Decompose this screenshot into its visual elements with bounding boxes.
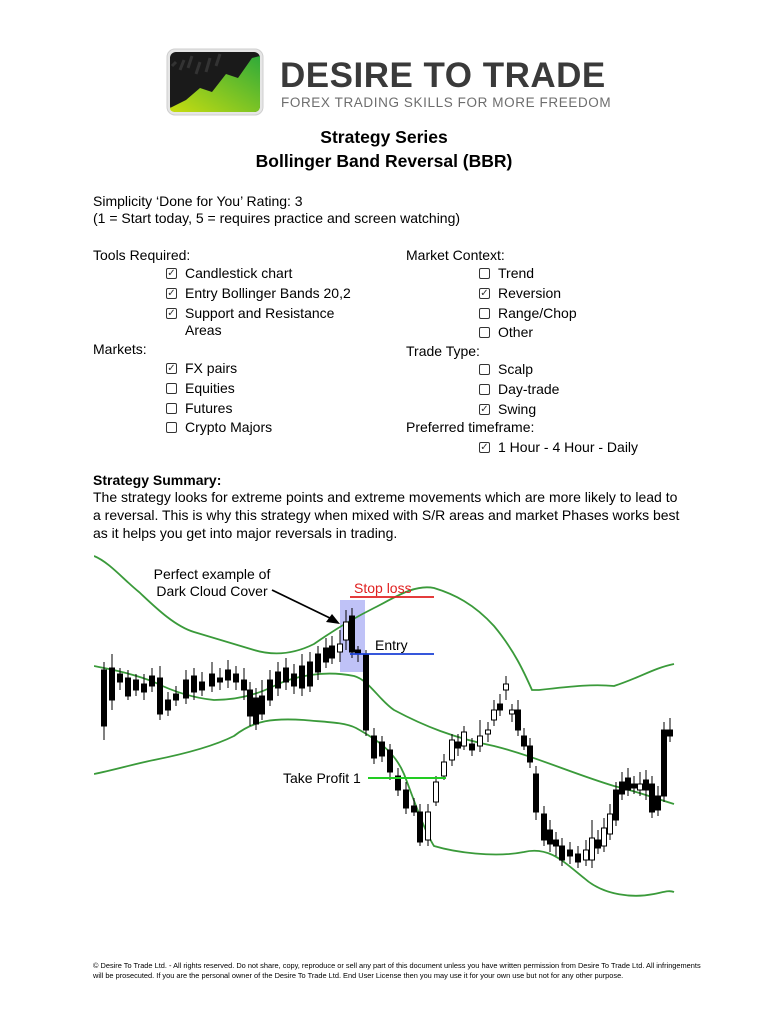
candle-body [150,676,155,686]
stop-loss-label: Stop loss [354,580,412,596]
candle-body [158,678,163,714]
candle-body [418,812,423,842]
annotation-text-1: Perfect example of [153,566,271,582]
candle-body [372,736,377,758]
candle-body [662,730,667,796]
candle-body [330,646,335,658]
candle-body [426,812,431,840]
context-option-label: Trend [498,265,535,281]
summary-text: The strategy looks for extreme points and extreme movements which are more likely to lead to a reversal. This is why this strategy when mixed with S/R areas and market Phases works best as it helps you get into major reversals in trading. [93,489,680,541]
empty-checkbox-icon[interactable] [479,268,490,279]
candle-body [470,744,475,750]
candle-body [510,710,515,714]
candle-body [542,814,547,840]
candle-body [364,654,369,730]
candle-body [626,778,631,790]
tool-label: Candlestick chart [185,265,293,281]
bollinger-chart [94,550,676,915]
candle-body [300,666,305,688]
checked-checkbox-icon[interactable]: ✓ [167,363,176,374]
context-option-label: Reversion [498,285,562,301]
candle-body [584,850,589,860]
empty-checkbox-icon[interactable] [166,422,177,433]
candle-body [184,680,189,698]
candle-body [528,746,533,762]
candle-body [284,668,289,682]
summary-heading: Strategy Summary: [93,472,222,488]
candle-body [412,806,417,812]
candle-body [142,684,147,692]
tool-label: Support and Resistance [185,305,335,321]
checked-checkbox-icon[interactable]: ✓ [480,404,489,415]
rating-scale: (1 = Start today, 5 = requires practice and screen watching) [93,210,461,226]
candle-body [644,780,649,790]
brand-tagline: FOREX TRADING SKILLS FOR MORE FREEDOM [281,95,612,110]
candle-body [602,828,607,846]
rising-chart-logo-icon [166,48,264,116]
middle-band [94,666,674,804]
context-option-label: Range/Chop [498,305,577,321]
checked-checkbox-icon[interactable]: ✓ [167,308,176,319]
candle-body [126,678,131,696]
candle-body [102,670,107,726]
candle-body [248,690,253,716]
checked-checkbox-icon[interactable]: ✓ [167,288,176,299]
candle-body [308,662,313,686]
candle-body [554,840,559,846]
candle-body [166,700,171,710]
candle-body [632,784,637,788]
candle-body [442,762,447,776]
candle-body [234,674,239,682]
candle-body [668,730,673,736]
candle-body [254,698,259,724]
candle-body [576,854,581,862]
context-label: Market Context: [406,247,505,263]
candle-body [560,846,565,860]
take-profit-label: Take Profit 1 [283,770,361,786]
candle-body [260,696,265,714]
trade-type-label: Trade Type: [406,343,480,359]
candle-body [226,670,231,680]
candle-body [504,684,509,690]
series-title: Strategy Series [320,127,448,147]
candle-body [316,654,321,672]
candle-body [620,782,625,794]
markets-label: Markets: [93,341,147,357]
annotation-text-2: Dark Cloud Cover [156,583,268,599]
strategy-title: Bollinger Band Reversal (BBR) [255,151,513,171]
candle-body [650,784,655,812]
empty-checkbox-icon[interactable] [479,327,490,338]
candle-body [200,682,205,690]
market-label: Equities [185,380,235,396]
market-label: Crypto Majors [185,419,273,435]
trade-type-option-label: Swing [498,401,537,417]
candle-body [462,732,467,746]
trade-type-option-label: Scalp [498,361,534,377]
annotation-arrowhead [326,614,340,624]
tool-label-cont: Areas [185,322,222,338]
candle-body [174,694,179,700]
candle-body [268,680,273,700]
candle-body [344,622,349,640]
candle-body [568,850,573,856]
candle-body [338,644,343,652]
timeframe-option-label: 1 Hour - 4 Hour - Daily [498,439,639,455]
candle-body [388,750,393,772]
empty-checkbox-icon[interactable] [166,403,177,414]
brand-name: DESIRE TO TRADE [280,56,606,95]
context-option-label: Other [498,324,534,340]
candle-body [498,704,503,710]
candle-body [548,830,553,844]
candle-body [534,774,539,812]
candle-body [638,784,643,790]
checked-checkbox-icon[interactable]: ✓ [480,442,489,453]
copyright-footer: © Desire To Trade Ltd. - All rights reserved. Do not share, copy, reproduce or sell any part of this document unless you have written permission from Desire To Trade Ltd. All infringements will be prosecuted. If you are the personal owner of the Desire To Trade Ltd. End User License then you may use it for your own use but not for any other purpose. [93,961,701,980]
candle-body [486,730,491,734]
candle-body [242,680,247,690]
market-label: FX pairs [185,360,238,376]
candle-body [218,678,223,682]
candle-body [596,840,601,848]
candle-body [516,710,521,730]
candle-body [404,790,409,808]
annotation-arrow [272,590,334,620]
candle-body [434,782,439,802]
candle-body [380,742,385,756]
candle-body [590,838,595,860]
candle-body [456,742,461,748]
candle-body [134,680,139,690]
market-label: Futures [185,400,233,416]
candle-body [478,736,483,746]
candle-body [110,668,115,700]
candle-body [492,710,497,720]
tool-label: Entry Bollinger Bands 20,2 [185,285,351,301]
candle-body [608,814,613,834]
rating-line: Simplicity ‘Done for You’ Rating: 3 [93,193,303,209]
candle-body [118,674,123,682]
candle-body [450,740,455,760]
checked-checkbox-icon[interactable]: ✓ [167,268,176,279]
candle-body [324,648,329,662]
timeframe-label: Preferred timeframe: [406,419,535,435]
candle-body [522,736,527,746]
candle-body [614,790,619,820]
empty-checkbox-icon[interactable] [166,383,177,394]
tools-label: Tools Required: [93,247,191,263]
candle-body [292,674,297,686]
checked-checkbox-icon[interactable]: ✓ [480,288,489,299]
candle-body [192,676,197,692]
candle-body [276,672,281,688]
entry-label: Entry [375,637,408,653]
candle-body [210,674,215,686]
empty-checkbox-icon[interactable] [479,384,490,395]
candle-body [656,796,661,810]
candle-body [350,616,355,652]
trade-type-option-label: Day-trade [498,381,560,397]
empty-checkbox-icon[interactable] [479,364,490,375]
empty-checkbox-icon[interactable] [479,308,490,319]
